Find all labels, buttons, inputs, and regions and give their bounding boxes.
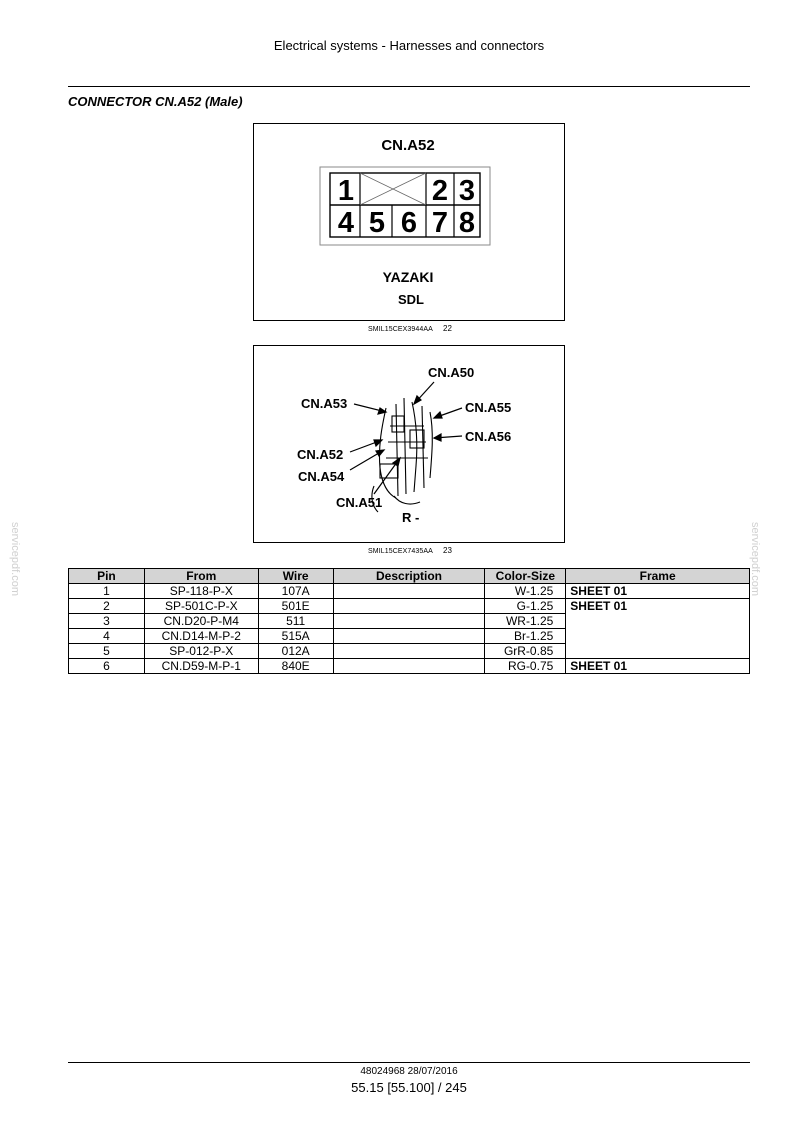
wire-cell: 107A: [258, 584, 333, 599]
watermark-right: servicepdf.com: [748, 522, 761, 596]
from-cell: SP-501C-P-X: [144, 599, 258, 614]
from-cell: CN.D20-P-M4: [144, 614, 258, 629]
pin-cell: 5: [69, 644, 145, 659]
series-label: SDL: [398, 292, 424, 307]
callout-label-cn-a54: CN.A54: [298, 469, 345, 484]
watermark-left: servicepdf.com: [8, 522, 21, 596]
manufacturer-label: YAZAKI: [382, 269, 434, 285]
color-size-cell: WR-1.25: [485, 614, 566, 629]
callout-label-cn-a51: CN.A51: [336, 495, 383, 510]
pin-number: 1: [337, 175, 355, 207]
description-cell: [333, 644, 485, 659]
table-row: [69, 599, 750, 614]
from-cell: SP-012-P-X: [144, 644, 258, 659]
frame-cell: SHEET 01: [566, 584, 750, 599]
pin-number: 8: [458, 207, 476, 239]
connector-face-figure: [253, 123, 565, 321]
footer-document-id: 48024968 28/07/2016: [360, 1066, 458, 1077]
from-cell: CN.D14-M-P-2: [144, 629, 258, 644]
figure-caption-code: SMIL15CEX3944AA: [368, 326, 433, 333]
description-cell: [333, 584, 485, 599]
frame-cell: SHEET 01: [566, 599, 750, 659]
color-size-cell: W-1.25: [485, 584, 566, 599]
callout-label-cn-a53: CN.A53: [301, 396, 348, 411]
pin-cell: 1: [69, 584, 145, 599]
connector-face-label: CN.A52: [381, 137, 435, 154]
pin-cell: 6: [69, 659, 145, 674]
pin-number: 7: [431, 207, 449, 239]
from-cell: CN.D59-M-P-1: [144, 659, 258, 674]
view-side-label: R -: [402, 510, 420, 525]
pin-number: 2: [431, 175, 449, 207]
connector-location-figure: [253, 345, 565, 543]
header-rule: [68, 86, 750, 87]
color-size-cell: RG-0.75: [485, 659, 566, 674]
footer-page-number: 55.15 [55.100] / 245: [351, 1080, 467, 1095]
wire-cell: 840E: [258, 659, 333, 674]
color-size-cell: G-1.25: [485, 599, 566, 614]
figure-caption-number: 23: [442, 546, 453, 555]
table-row: [69, 584, 750, 599]
callout-label-cn-a52: CN.A52: [297, 447, 344, 462]
description-cell: [333, 629, 485, 644]
footer-rule: [68, 1062, 750, 1063]
wire-cell: 501E: [258, 599, 333, 614]
column-header-wire: Wire: [258, 569, 333, 584]
pin-cell: 2: [69, 599, 145, 614]
pin-number: 4: [337, 207, 355, 239]
pin-cell: 3: [69, 614, 145, 629]
column-header-description: Description: [333, 569, 485, 584]
pin-assignment-table: [68, 568, 750, 674]
callout-label-cn-a56: CN.A56: [465, 429, 512, 444]
column-header-frame: Frame: [566, 569, 750, 584]
section-title: CONNECTOR CN.A52 (Male): [68, 94, 243, 109]
wire-cell: 012A: [258, 644, 333, 659]
connector-face-drawing: [254, 124, 564, 320]
callout-label-cn-a55: CN.A55: [465, 400, 512, 415]
description-cell: [333, 599, 485, 614]
pin-number: 6: [400, 207, 418, 239]
pin-number: 3: [458, 175, 476, 207]
column-header-pin: Pin: [69, 569, 145, 584]
connector-location-drawing: [254, 346, 564, 542]
frame-cell: SHEET 01: [566, 659, 750, 674]
color-size-cell: Br-1.25: [485, 629, 566, 644]
document-header-title: Electrical systems - Harnesses and connectors: [273, 38, 545, 53]
from-cell: SP-118-P-X: [144, 584, 258, 599]
figure-1-caption: [368, 324, 452, 333]
figure-2-caption: [368, 546, 452, 555]
pin-number: 5: [368, 207, 386, 239]
description-cell: [333, 614, 485, 629]
column-header-from: From: [144, 569, 258, 584]
callout-label-cn-a50: CN.A50: [428, 365, 475, 380]
color-size-cell: GrR-0.85: [485, 644, 566, 659]
pin-cell: 4: [69, 629, 145, 644]
table-row: [69, 659, 750, 674]
figure-caption-code: SMIL15CEX7435AA: [368, 548, 433, 555]
wire-cell: 515A: [258, 629, 333, 644]
column-header-color-size: Color-Size: [485, 569, 566, 584]
table-header-row: [69, 569, 750, 584]
wire-cell: 511: [258, 614, 333, 629]
description-cell: [333, 659, 485, 674]
figure-caption-number: 22: [442, 324, 453, 333]
